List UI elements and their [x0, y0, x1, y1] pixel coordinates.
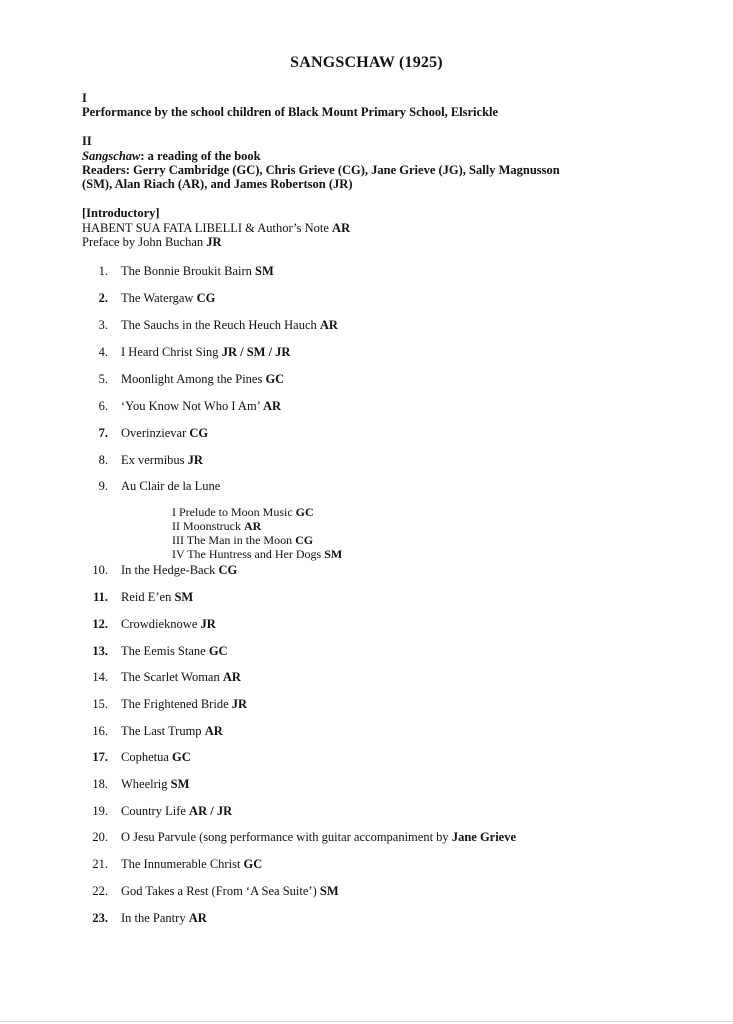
- list-item: [82, 829, 516, 845]
- item-reader: GC: [243, 857, 263, 871]
- list-item: [82, 696, 247, 712]
- introductory-line-1: [82, 221, 350, 236]
- section-2-title-line: [82, 149, 261, 164]
- item-reader: JR: [200, 617, 216, 631]
- item-number: 17.: [92, 750, 108, 764]
- book-subtitle: : a reading of the book: [140, 149, 261, 163]
- item-reader: AR: [188, 911, 207, 925]
- list-item: [82, 910, 207, 926]
- item-number: 1.: [98, 264, 108, 278]
- item-number: 10.: [92, 563, 108, 577]
- item-title: Country Life: [121, 804, 190, 818]
- list-item: [82, 776, 189, 792]
- item-reader: Jane Grieve: [451, 830, 517, 844]
- list-item: [82, 371, 284, 387]
- item-number: 18.: [92, 777, 108, 791]
- item-reader: CG: [218, 563, 238, 577]
- readers-line-1: Readers: Gerry Cambridge (GC), Chris Grieve (CG), Jane Grieve (JG), Sally Magnusson: [82, 163, 560, 177]
- introductory-line-2-text: Preface by John Buchan: [82, 235, 207, 249]
- item-reader: GC: [208, 644, 228, 658]
- item-title: Au Clair de la Lune: [121, 479, 221, 493]
- section-1-text: Performance by the school children of Black Mount Primary School, Elsrickle: [82, 105, 499, 119]
- item-title: The Frightened Bride: [121, 697, 232, 711]
- subpart-title: IV The Huntress and Her Dogs: [172, 547, 325, 561]
- list-item: [82, 856, 262, 872]
- item-title: I Heard Christ Sing: [121, 345, 222, 359]
- subpart-title: I Prelude to Moon Music: [172, 505, 296, 519]
- item-reader: JR: [231, 697, 248, 711]
- list-item: [82, 478, 220, 494]
- item-number: 20.: [92, 830, 108, 844]
- list-item: [82, 344, 290, 360]
- item-title: Ex vermibus: [121, 453, 188, 467]
- list-item: [82, 562, 237, 578]
- subpart-reader: GC: [295, 505, 314, 519]
- introductory-line-2: [82, 235, 222, 250]
- list-item: [82, 883, 339, 899]
- list-item: [82, 425, 208, 441]
- item-reader: AR: [263, 399, 282, 413]
- item-reader: SM: [170, 777, 190, 791]
- item-reader: SM: [174, 590, 194, 604]
- subpart-item: [172, 519, 261, 534]
- item-title: The Innumerable Christ: [121, 857, 244, 871]
- subpart-reader: SM: [324, 547, 343, 561]
- item-reader: CG: [189, 426, 209, 440]
- subpart-item: [172, 505, 314, 520]
- subpart-reader: CG: [295, 533, 314, 547]
- list-item: [82, 263, 274, 279]
- introductory-line-1-text: HABENT SUA FATA LIBELLI & Author’s Note: [82, 221, 333, 235]
- item-title: Wheelrig: [121, 777, 171, 791]
- subpart-item: [172, 547, 342, 562]
- item-reader: CG: [196, 291, 216, 305]
- page-title: SANGSCHAW (1925): [290, 54, 443, 71]
- item-title: Moonlight Among the Pines: [121, 372, 266, 386]
- item-title: God Takes a Rest (From ‘A Sea Suite’): [121, 884, 320, 898]
- item-title: The Bonnie Broukit Bairn: [121, 264, 256, 278]
- list-item: [82, 452, 203, 468]
- list-item: [82, 723, 223, 739]
- item-number: 12.: [92, 617, 108, 631]
- item-title: The Watergaw: [121, 291, 197, 305]
- list-item: [82, 669, 241, 685]
- item-title: Crowdieknowe: [121, 617, 201, 631]
- book-title: Sangschaw: [82, 149, 141, 163]
- item-number: 13.: [92, 644, 108, 658]
- item-title: In the Hedge-Back: [121, 563, 219, 577]
- item-number: 14.: [92, 670, 108, 684]
- item-title: The Scarlet Woman: [121, 670, 223, 684]
- item-reader: GC: [172, 750, 191, 764]
- item-reader: SM: [319, 884, 339, 898]
- item-number: 8.: [98, 453, 108, 467]
- list-item: [82, 398, 281, 414]
- item-reader: SM: [255, 264, 274, 278]
- item-number: 21.: [92, 857, 108, 871]
- list-item: [82, 643, 228, 659]
- item-number: 11.: [93, 590, 108, 604]
- subpart-reader: AR: [244, 519, 262, 533]
- list-item: [82, 616, 216, 632]
- item-number: 7.: [98, 426, 108, 440]
- item-title: The Sauchs in the Reuch Heuch Hauch: [121, 318, 320, 332]
- item-title: Cophetua: [121, 750, 173, 764]
- item-reader: AR: [204, 724, 223, 738]
- item-number: 6.: [98, 399, 108, 413]
- item-title: ‘You Know Not Who I Am’: [121, 399, 264, 413]
- item-title: In the Pantry: [121, 911, 189, 925]
- introductory-line-2-reader: JR: [206, 235, 222, 249]
- list-item: [82, 317, 338, 333]
- subpart-title: III The Man in the Moon: [172, 533, 296, 547]
- list-item: [82, 749, 191, 765]
- item-number: 5.: [98, 372, 108, 386]
- item-number: 2.: [98, 291, 108, 305]
- list-item: [82, 290, 215, 306]
- item-title: Overinzievar: [121, 426, 190, 440]
- item-title: Reid E’en: [121, 590, 175, 604]
- section-1-numeral: I: [82, 91, 87, 105]
- item-reader: JR / SM / JR: [221, 345, 291, 359]
- item-title: The Eemis Stane: [121, 644, 209, 658]
- introductory-heading: [Introductory]: [82, 206, 160, 220]
- item-title: The Last Trump: [121, 724, 205, 738]
- item-number: 23.: [92, 911, 108, 925]
- subpart-item: [172, 533, 313, 548]
- item-number: 16.: [92, 724, 108, 738]
- list-item: [82, 589, 193, 605]
- item-reader: AR: [319, 318, 338, 332]
- item-reader: AR: [222, 670, 241, 684]
- item-reader: AR / JR: [189, 804, 233, 818]
- item-number: 22.: [92, 884, 108, 898]
- list-item: [82, 803, 232, 819]
- item-reader: JR: [187, 453, 203, 467]
- item-title: O Jesu Parvule (song performance with guitar accompaniment by: [121, 830, 452, 844]
- page-bottom-divider: [0, 1021, 733, 1022]
- item-number: 9.: [98, 479, 108, 493]
- item-reader: GC: [265, 372, 285, 386]
- readers-line-2: (SM), Alan Riach (AR), and James Robertson (JR): [82, 177, 353, 191]
- item-number: 19.: [92, 804, 108, 818]
- subpart-title: II Moonstruck: [172, 519, 244, 533]
- item-number: 3.: [98, 318, 108, 332]
- item-number: 4.: [98, 345, 108, 359]
- section-2-numeral: II: [82, 134, 92, 148]
- introductory-line-1-reader: AR: [332, 221, 351, 235]
- item-number: 15.: [92, 697, 108, 711]
